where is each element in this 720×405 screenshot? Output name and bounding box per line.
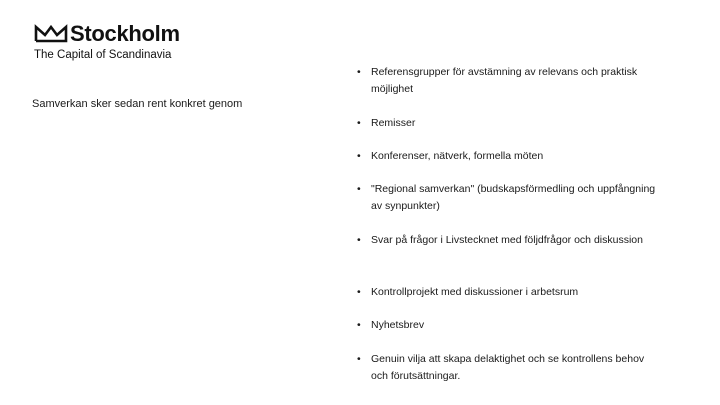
bullet-dot-icon: • xyxy=(357,66,361,78)
list-item-text: Referensgrupper för avstämning av relevans och praktisk möjlighet xyxy=(371,66,638,95)
list-item-text: Kontrollprojekt med diskussioner i arbetsrum xyxy=(371,286,579,298)
crown-icon xyxy=(34,24,68,44)
list-item-text: Nyhetsbrev xyxy=(371,319,425,331)
list-item xyxy=(357,148,657,165)
list-item xyxy=(357,181,657,215)
list-item xyxy=(357,64,657,98)
logo-name: Stockholm xyxy=(70,21,180,46)
list-item-text: Svar på frågor i Livstecknet med följdfrågor och diskussion xyxy=(371,234,643,246)
bullet-dot-icon: • xyxy=(357,183,361,195)
list-item-text: Genuin vilja att skapa delaktighet och se kontrollens behov och förutsättningar. xyxy=(371,353,645,382)
list-item xyxy=(357,232,657,249)
list-item-text: Konferenser, nätverk, formella möten xyxy=(371,150,544,162)
bullet-dot-icon: • xyxy=(357,286,361,298)
list-item xyxy=(357,351,657,385)
bullet-dot-icon: • xyxy=(357,353,361,365)
bullet-dot-icon: • xyxy=(357,234,361,246)
bullet-dot-icon: • xyxy=(357,117,361,129)
stockholm-logo xyxy=(34,22,194,62)
bullet-dot-icon: • xyxy=(357,319,361,331)
list-item-text: "Regional samverkan" (budskapsförmedling och uppfångning av synpunkter) xyxy=(371,183,656,212)
logo-tagline: The Capital of Scandinavia xyxy=(34,49,172,61)
bullet-dot-icon: • xyxy=(357,150,361,162)
list-item xyxy=(357,115,657,132)
list-item xyxy=(357,317,657,334)
list-item-text: Remisser xyxy=(371,117,416,129)
intro-text: Samverkan sker sedan rent konkret genom xyxy=(32,98,243,110)
list-item xyxy=(357,284,657,301)
